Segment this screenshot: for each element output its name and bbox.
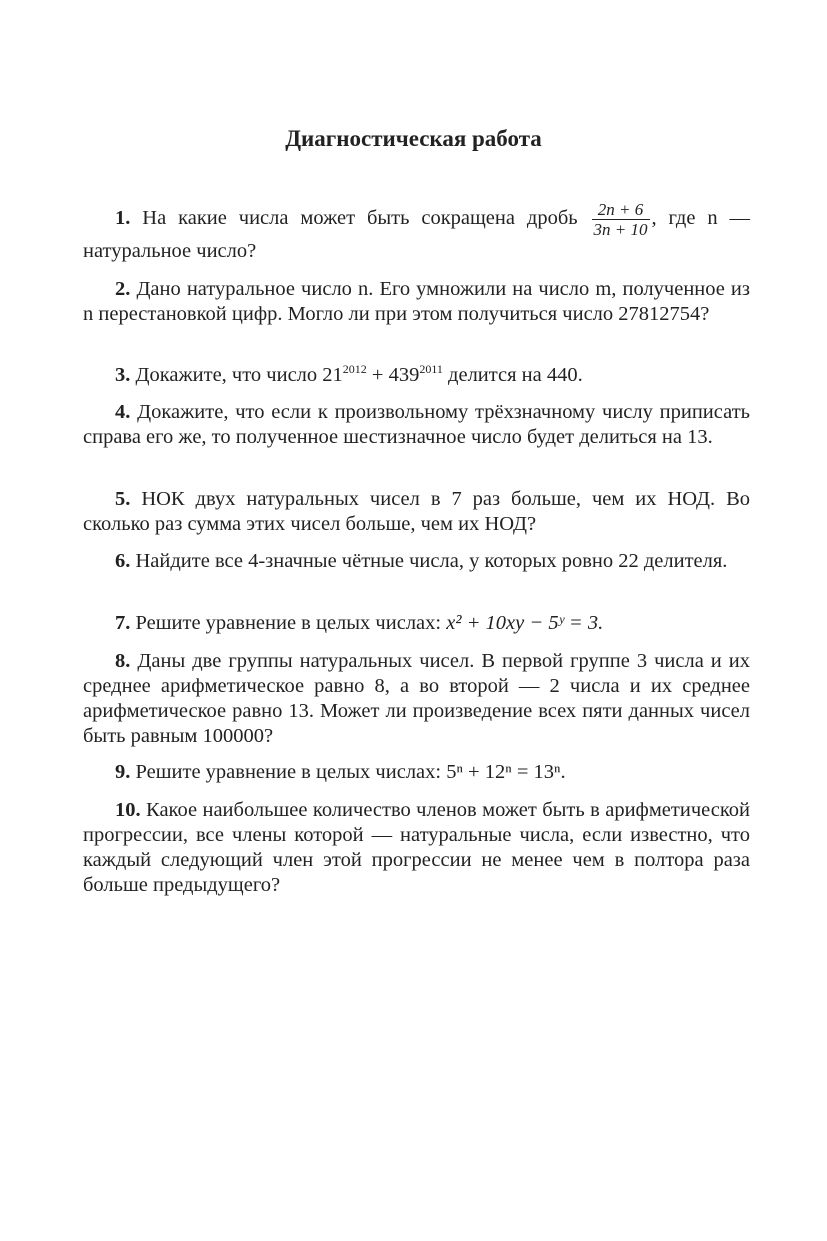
problem-number: 3. [115,364,131,386]
problem-text: Даны две группы натуральных чисел. В первой группе 3 числа и их среднее арифметическое равно 8, а во второй — 2 числа и их среднее арифметическое равно 13. Может ли произведение всех пяти данных чисел быть равным 100000? [83,650,751,747]
problem-text: , где n — натуральное число? [83,207,751,262]
problem-8 [83,649,750,749]
problem-number: 1. [115,207,131,230]
problem-4 [83,400,750,450]
problem-text: Докажите, что число 21 [135,364,343,386]
problem-text: + 439 [366,364,420,386]
problem-6 [83,549,750,574]
problem-number: 8. [115,650,131,672]
problem-7 [83,611,750,636]
problem-text: НОК двух натуральных чисел в 7 раз больше, чем их НОД. Во сколько раз сумма этих чисел больше, чем их НОД? [83,488,751,535]
problem-number: 2. [115,278,131,300]
problem-number: 4. [115,401,131,423]
problem-text: Дано натуральное число n. Его умножили на число m, полученное из n перестановкой цифр. Могло ли при этом получиться число 27812754? [83,278,751,325]
equation: x² + 10xy − 5ʸ = 3. [446,612,604,634]
problem-number: 9. [115,761,131,783]
problem-number: 6. [115,550,131,572]
problem-text: Решите уравнение в целых числах: [135,761,442,783]
problem-1 [83,200,750,264]
problem-number: 5. [115,488,131,510]
problem-5 [83,487,750,537]
problem-text: Решите уравнение в целых числах: [135,612,442,634]
problem-text: Какое наибольшее количество членов может быть в арифметической прогрессии, все члены которой — натуральные числа, если известно, что каждый следующий член этой прогрессии не менее чем в полтора раза больше предыдущего? [83,799,750,896]
problem-text: делится на 440. [442,364,583,386]
fraction-numerator: 2n + 6 [597,200,644,219]
problem-text: Докажите, что если к произвольному трёхзначному числу приписать справа его же, то полученное шестизначное число будет делиться на 13. [83,401,751,448]
problem-number: 7. [115,612,131,634]
problem-text: Найдите все 4-значные чётные числа, у которых ровно 22 делителя. [135,550,728,572]
problem-number: 10. [115,799,141,821]
problem-9 [83,760,750,785]
problem-10 [83,798,750,898]
exponent: 2012 [342,362,367,376]
problem-2 [83,277,750,327]
problem-text: На какие числа может быть сокращена дробь [142,207,578,230]
problem-3 [83,363,750,388]
fraction [592,200,650,239]
exponent: 2011 [419,362,443,376]
equation: 5ⁿ + 12ⁿ = 13ⁿ. [446,761,566,783]
page-title: Диагностическая работа [285,126,542,151]
fraction-denominator: 3n + 10 [593,220,648,239]
